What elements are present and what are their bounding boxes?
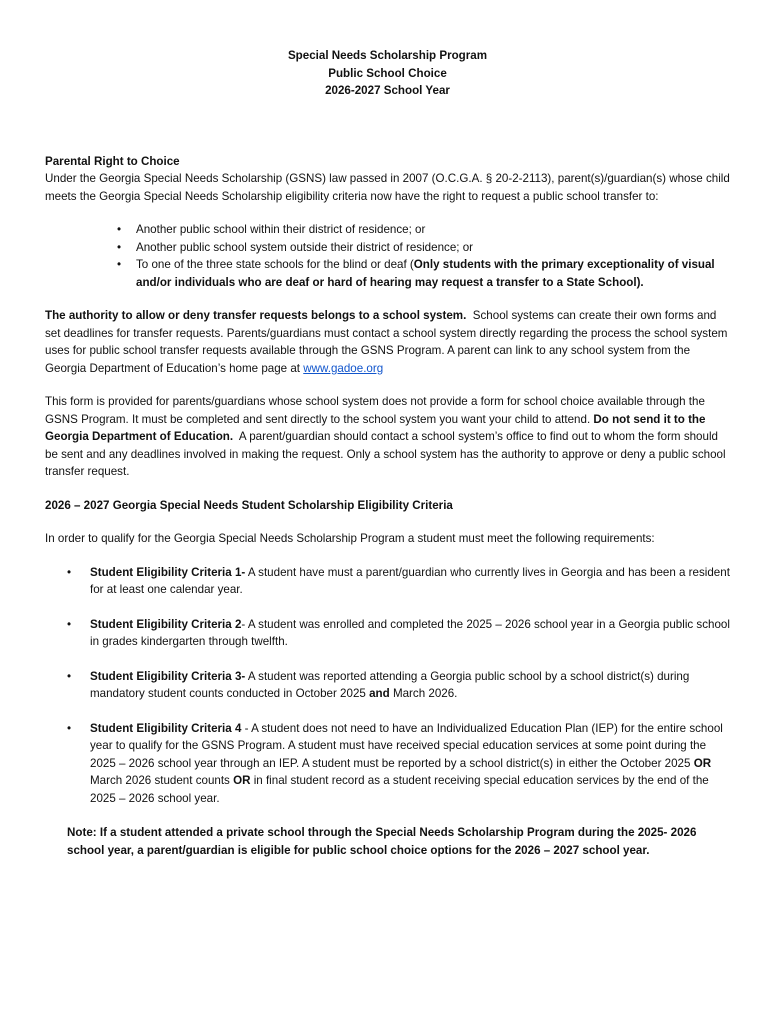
- gadoe-link[interactable]: www.gadoe.org: [303, 361, 384, 375]
- bullet-icon: •: [67, 617, 72, 631]
- bullet-icon: •: [117, 223, 122, 236]
- list-item: • Student Eligibility Criteria 4 - A student does not need to have an Individualized Education Plan (IEP) for the entire school year to qualify for the GSNS Program. A student must have received special education services at some point during the 2025 – 2026 school year through an IEP. A student must be reported by a school district(s) in either the October 2025 OR March 2026 student counts OR in final student record as a student receiving special education services by the end of the 2025 – 2026 school year.: [67, 721, 723, 805]
- form-info-paragraph: This form is provided for parents/guardians whose school system does not provide a form for school choice available through the GSNS Program. It must be completed and sent directly to the school system you want your child to attend. Do not send it to the Georgia Department of Education. A parent/guardian should contact a school system’s office to find out to whom the form should be sent and any deadlines involved in making the request. Only a school system has the authority to approve or deny a public school transfer request.: [45, 395, 726, 478]
- bullet-icon: •: [67, 669, 72, 683]
- bullet-icon: •: [117, 258, 122, 271]
- eligibility-heading: 2026 – 2027 Georgia Special Needs Student Scholarship Eligibility Criteria: [45, 498, 453, 512]
- bullet-icon: •: [67, 565, 72, 579]
- transfer-options-list: [45, 221, 730, 291]
- header-subtitle: Public School Choice: [328, 66, 447, 80]
- eligibility-intro: In order to qualify for the Georgia Special Needs Scholarship Program a student must meet the following requirements:: [45, 532, 655, 545]
- list-item: • Student Eligibility Criteria 2- A student was enrolled and completed the 2025 – 2026 school year in a Georgia public school in grades kindergarten through twelfth.: [67, 617, 730, 648]
- list-item: • Student Eligibility Criteria 1- A student have must a parent/guardian who currently lives in Georgia and has been a resident for at least one calendar year.: [67, 565, 730, 596]
- bullet-icon: •: [67, 721, 72, 735]
- list-item: • Another public school system outside their district of residence; or: [117, 239, 730, 257]
- document-header: [45, 47, 730, 100]
- note-paragraph: Note: If a student attended a private school through the Special Needs Scholarship Program during the 2025- 2026 school year, a parent/guardian is eligible for public school choice options for the 2026 – 2027 school year.: [67, 826, 697, 857]
- list-item: • To one of the three state schools for the blind or deaf (Only students with the primary exceptionality of visual and/or individuals who are deaf or hard of hearing may request a transfer to a State School).: [117, 258, 715, 289]
- header-school-year: 2026-2027 School Year: [325, 84, 450, 97]
- right-to-choice-heading: Parental Right to Choice: [45, 154, 180, 168]
- document-page: [45, 47, 730, 859]
- list-item: • Student Eligibility Criteria 3- A student was reported attending a Georgia public school by a school district(s) during mandatory student counts conducted in October 2025 and March 2026.: [67, 669, 690, 700]
- authority-paragraph: The authority to allow or deny transfer requests belongs to a school system. School systems can create their own forms and set deadlines for transfer requests. Parents/guardians must contact a school system directly regarding the process the school system uses for public school transfer requests available through the GSNS Program. A parent can link to any school system from the Georgia Department of Education’s home page at www.gadoe.org: [45, 309, 728, 375]
- header-title: Special Needs Scholarship Program: [287, 49, 488, 62]
- list-item: • Another public school within their district of residence; or: [117, 221, 730, 239]
- eligibility-criteria-list: [45, 564, 730, 808]
- right-to-choice-intro: Under the Georgia Special Needs Scholarship (GSNS) law passed in 2007 (O.C.G.A. § 20-2-2113), parent(s)/guardian(s) whose child meets the Georgia Special Needs Scholarship eligibility criteria now have the right to request a public school transfer to:: [45, 172, 730, 203]
- bullet-icon: •: [117, 240, 122, 254]
